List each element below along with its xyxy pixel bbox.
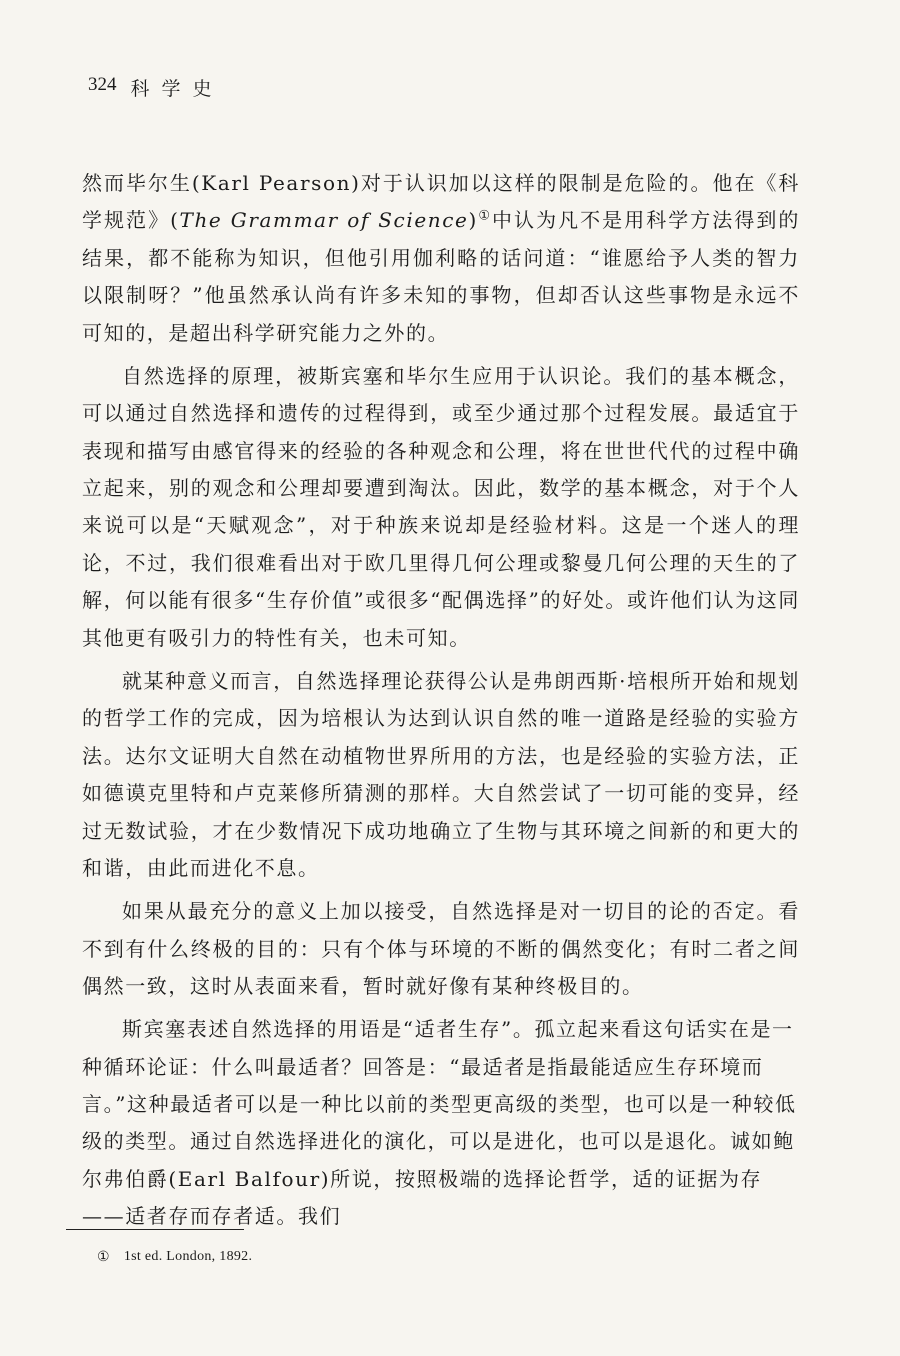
paragraph-1-tail: 中认为凡不是用科学方法得到的结果，都不能称为知识，但他引用伽利略的话问道：“谁愿给予人类的智力以限制呀？”他虽然承认尚有许多未知的事物，但却否认这些事物是永远不可知的，是超出科学研究能力之外的。 [82,208,800,345]
paragraph-1-lead: 然而毕尔生(Karl Pearson)对于认识加以这样的限制是危险的。他在《科学规范》( [82,171,800,233]
footnote-mark: ① [97,1250,110,1265]
page-number: 324 [88,74,117,95]
running-header [88,74,224,101]
footnote [97,1249,252,1266]
book-title-italic: The Grammar of Science [179,208,469,233]
footnote-text: 1st ed. London, 1892. [123,1249,253,1264]
paragraph-4: 如果从最充分的意义上加以接受，自然选择是对一切目的论的否定。看不到有什么终极的目的：只有个体与环境的不断的偶然变化；有时二者之间偶然一致，这时从表面来看，暂时就好像有某种终极目的。 [82,899,800,998]
paragraph-3: 就某种意义而言，自然选择理论获得公认是弗朗西斯·培根所开始和规划的哲学工作的完成，因为培根认为达到认识自然的唯一道路是经验的实验方法。达尔文证明大自然在动植物世界所用的方法，也是经验的实验方法，正如德谟克里特和卢克莱修所猜测的那样。大自然尝试了一切可能的变异，经过无数试验，才在少数情况下成功地确立了生物与其环境之间新的和更大的和谐，由此而进化不息。 [82,668,800,880]
book-title: 科学史 [130,78,224,100]
paragraph-1 [82,165,800,352]
footnote-reference[interactable]: ① [477,208,493,224]
paragraph-2: 自然选择的原理，被斯宾塞和毕尔生应用于认识论。我们的基本概念，可以通过自然选择和遗传的过程得到，或至少通过那个过程发展。最适宜于表现和描写由感官得来的经验的各种观念和公理，将在世世代代的过程中确立起来，别的观念和公理却要遭到淘汰。因此，数学的基本概念，对于个人来说可以是“天赋观念”，对于种族来说却是经验材料。这是一个迷人的理论，不过，我们很难看出对于欧几里得几何公理或黎曼几何公理的天生的了解，何以能有很多“生存价值”或很多“配偶选择”的好处。或许他们认为这同其他更有吸引力的特性有关，也未可知。 [82,363,800,650]
paragraph-1-close-paren: ) [468,208,478,233]
body-text [82,165,800,1241]
paragraph-5: 斯宾塞表述自然选择的用语是“适者生存”。孤立起来看这句话实在是一种循环论证：什么叫最适者？回答是：“最适者是指最能适应生存环境而言。”这种最适者可以是一种比以前的类型更高级的类型，也可以是一种较低级的类型。通过自然选择进化的演化，可以是进化，也可以是退化。诚如鲍尔弗伯爵(Earl Balfour)所说，按照极端的选择论哲学，适的证据为存——适者存而存者适。我们 [82,1017,797,1229]
footnote-divider [66,1229,244,1230]
